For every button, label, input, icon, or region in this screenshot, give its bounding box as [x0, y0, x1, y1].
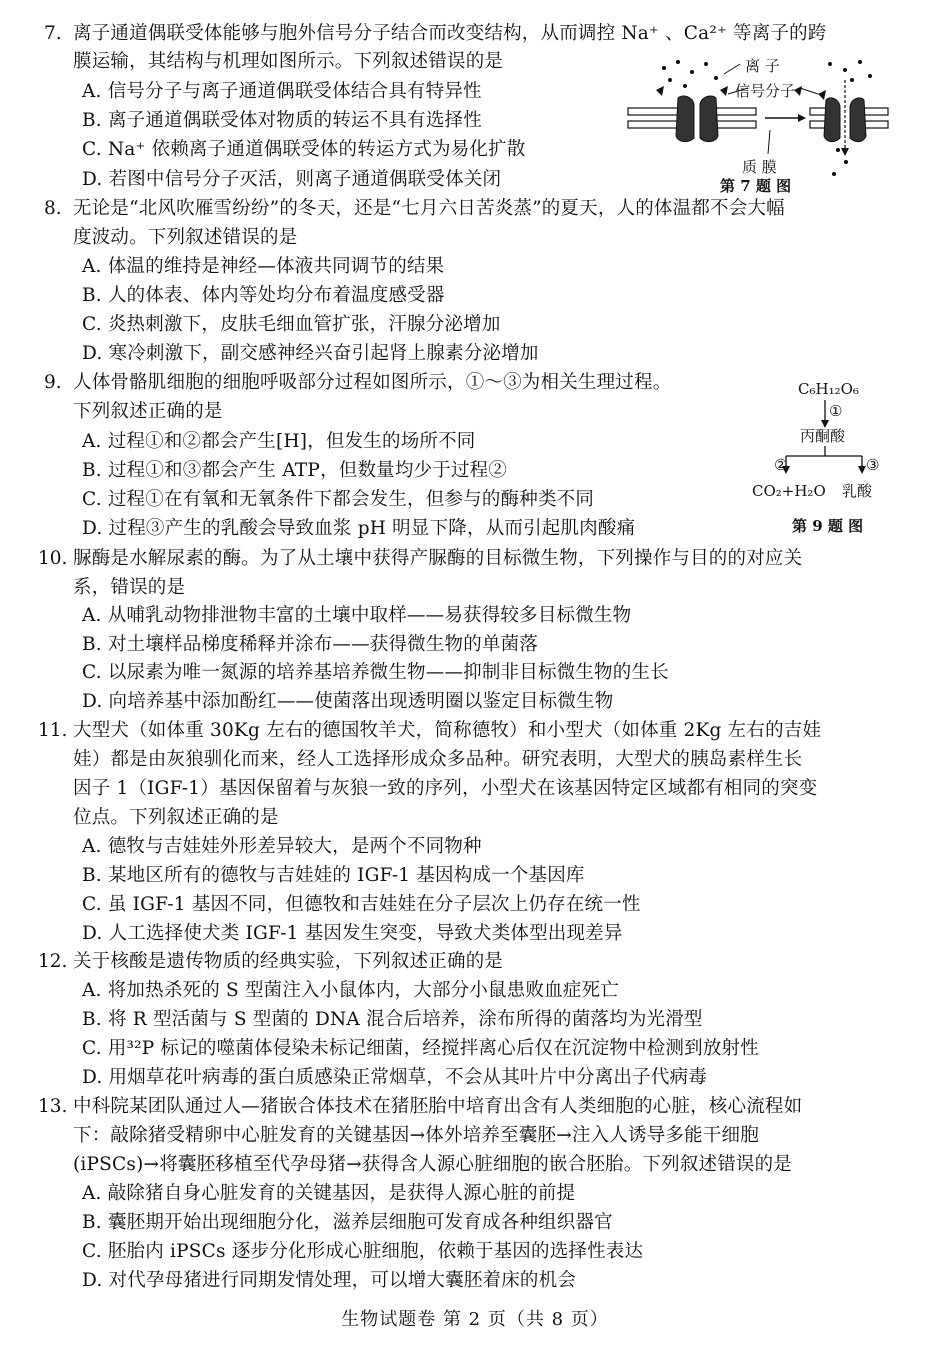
- q11-option-a: A. 德牧与吉娃娃外形差异较大，是两个不同物种: [82, 836, 482, 857]
- q9-option-b: B. 过程①和③都会产生 ATP，但数量均少于过程②: [82, 460, 508, 481]
- membrane-left: [628, 96, 756, 142]
- q13-option-b: B. 囊胚期开始出现细胞分化，滋养层细胞可发育成各种组织器官: [82, 1212, 613, 1233]
- q12-option-b: B. 将 R 型活菌与 S 型菌的 DNA 混合后培养，涂布所得的菌落均为光滑型: [82, 1009, 703, 1030]
- q12-option-a: A. 将加热杀死的 S 型菌注入小鼠体内，大部分小鼠患败血症死亡: [82, 980, 619, 1001]
- q7-number: 7.: [44, 23, 62, 44]
- q7-stem-line-1: 离子通道偶联受体能够与胞外信号分子结合而改变结构，从而调控 Na⁺ 、Ca²⁺ 等离子的跨: [73, 23, 827, 44]
- q7-label-signal: 信号分子: [735, 82, 796, 100]
- q11-option-c: C. 虽 IGF-1 基因不同，但德牧和吉娃娃在分子层次上仍存在统一性: [82, 894, 641, 915]
- q10-number: 10.: [38, 548, 68, 569]
- q9-stem-line-1: 人体骨骼肌细胞的细胞呼吸部分过程如图所示，①～③为相关生理过程。: [73, 372, 672, 393]
- q7-option-b: B. 离子通道偶联受体对物质的转运不具有选择性: [82, 110, 482, 131]
- q12-stem-line-1: 关于核酸是遗传物质的经典实验，下列叙述正确的是: [73, 951, 504, 972]
- q11-stem-line-2: 娃）都是由灰狼驯化而来，经人工选择形成众多品种。研究表明，大型犬的胰岛素样生长: [73, 749, 803, 770]
- q8-option-c: C. 炎热刺激下，皮肤毛细血管扩张，汗腺分泌增加: [82, 314, 501, 335]
- q7-option-d: D. 若图中信号分子灭活，则离子通道偶联受体关闭: [82, 169, 502, 190]
- q8-number: 8.: [44, 198, 62, 219]
- q7-label-membrane: 质 膜: [742, 158, 777, 176]
- q8-stem-line-2: 度波动。下列叙述错误的是: [73, 227, 298, 248]
- q9-fig-co2-h2o: CO₂+H₂O: [752, 482, 826, 500]
- q7-figure-caption: 第 7 题 图: [720, 177, 792, 195]
- q13-option-c: C. 胚胎内 iPSCs 逐步分化形成心脏细胞，依赖于基因的选择性表达: [82, 1241, 644, 1262]
- q9-option-a: A. 过程①和②都会产生[H]，但发生的场所不同: [82, 431, 476, 452]
- q11-stem-line-3: 因子 1（IGF-1）基因保留着与灰狼一致的序列，小型犬在该基因特定区域都有相同的突变: [73, 778, 818, 799]
- q12-number: 12.: [38, 951, 68, 972]
- q9-fig-process-3: ③: [866, 456, 880, 474]
- q8-option-d: D. 寒冷刺激下，副交感神经兴奋引起肾上腺素分泌增加: [82, 343, 539, 364]
- q10-option-c: C. 以尿素为唯一氮源的培养基培养微生物——抑制非目标微生物的生长: [82, 662, 669, 683]
- q13-stem-line-3: (iPSCs)→将囊胚移植至代孕母猪→获得含人源心脏细胞的嵌合胚胎。下列叙述错误的是: [73, 1154, 793, 1175]
- q9-stem-line-2: 下列叙述正确的是: [73, 401, 223, 422]
- membrane-right: [810, 80, 888, 156]
- q13-stem-line-2: 下：敲除猪受精卵中心脏发育的关键基因→体外培养至囊胚→注入人诱导多能干细胞: [73, 1125, 759, 1146]
- q11-stem-line-1: 大型犬（如体重 30Kg 左右的德国牧羊犬，简称德牧）和小型犬（如体重 2Kg 左右的吉娃: [73, 720, 822, 741]
- q9-figure-caption: 第 9 题 图: [792, 517, 864, 535]
- q11-option-d: D. 人工选择使犬类 IGF-1 基因发生突变，导致犬类体型出现差异: [82, 923, 623, 944]
- q9-fig-process-2: ②: [774, 456, 788, 474]
- q7-label-ion: 离 子: [745, 57, 780, 75]
- q9-fig-glucose: C₆H₁₂O₆: [798, 380, 859, 398]
- q7-option-c: C. Na⁺ 依赖离子通道偶联受体的转运方式为易化扩散: [82, 139, 526, 160]
- q9-fig-lactic-acid: 乳酸: [842, 482, 873, 500]
- q10-option-a: A. 从哺乳动物排泄物丰富的土壤中取样——易获得较多目标微生物: [82, 605, 632, 626]
- q10-stem-line-2: 系，错误的是: [73, 577, 186, 598]
- q13-option-d: D. 对代孕母猪进行同期发情处理，可以增大囊胚着床的机会: [82, 1270, 577, 1291]
- q7-option-a: A. 信号分子与离子通道偶联受体结合具有特异性: [82, 81, 482, 102]
- q11-option-b: B. 某地区所有的德牧与吉娃娃的 IGF-1 基因构成一个基因库: [82, 865, 585, 886]
- q11-number: 11.: [38, 720, 68, 741]
- q9-fig-pyruvate: 丙酮酸: [800, 427, 846, 445]
- q11-stem-line-4: 位点。下列叙述正确的是: [73, 807, 279, 828]
- q8-stem-line-1: 无论是“北风吹雁雪纷纷”的冬天，还是“七月六日苦炎蒸”的夏天，人的体温都不会大幅: [73, 198, 785, 219]
- q9-fig-process-1: ①: [829, 402, 843, 420]
- q9-option-d: D. 过程③产生的乳酸会导致血浆 pH 明显下降，从而引起肌肉酸痛: [82, 518, 636, 539]
- q7-stem-line-2: 膜运输，其结构与机理如图所示。下列叙述错误的是: [73, 51, 504, 72]
- q8-option-b: B. 人的体表、体内等处均分布着温度感受器: [82, 285, 445, 306]
- q10-stem-line-1: 脲酶是水解尿素的酶。为了从土壤中获得产脲酶的目标微生物，下列操作与目的的对应关: [73, 548, 803, 569]
- q12-option-c: C. 用³²P 标记的噬菌体侵染未标记细菌，经搅拌离心后仅在沉淀物中检测到放射性: [82, 1038, 759, 1059]
- q13-option-a: A. 敲除猪自身心脏发育的关键基因，是获得人源心脏的前提: [82, 1183, 576, 1204]
- q10-option-b: B. 对土壤样品梯度稀释并涂布——获得微生物的单菌落: [82, 634, 539, 655]
- page-footer: 生物试题卷 第 2 页（共 8 页）: [341, 1309, 609, 1330]
- q13-stem-line-1: 中科院某团队通过人—猪嵌合体技术在猪胚胎中培育出含有人类细胞的心脏，核心流程如: [73, 1096, 803, 1117]
- q8-option-a: A. 体温的维持是神经—体液共同调节的结果: [82, 256, 445, 277]
- q13-number: 13.: [38, 1096, 68, 1117]
- q10-option-d: D. 向培养基中添加酚红——使菌落出现透明圈以鉴定目标微生物: [82, 691, 614, 712]
- q12-option-d: D. 用烟草花叶病毒的蛋白质感染正常烟草，不会从其叶片中分离出子代病毒: [82, 1067, 707, 1088]
- q9-number: 9.: [44, 372, 62, 393]
- q9-option-c: C. 过程①在有氧和无氧条件下都会发生，但参与的酶种类不同: [82, 489, 595, 510]
